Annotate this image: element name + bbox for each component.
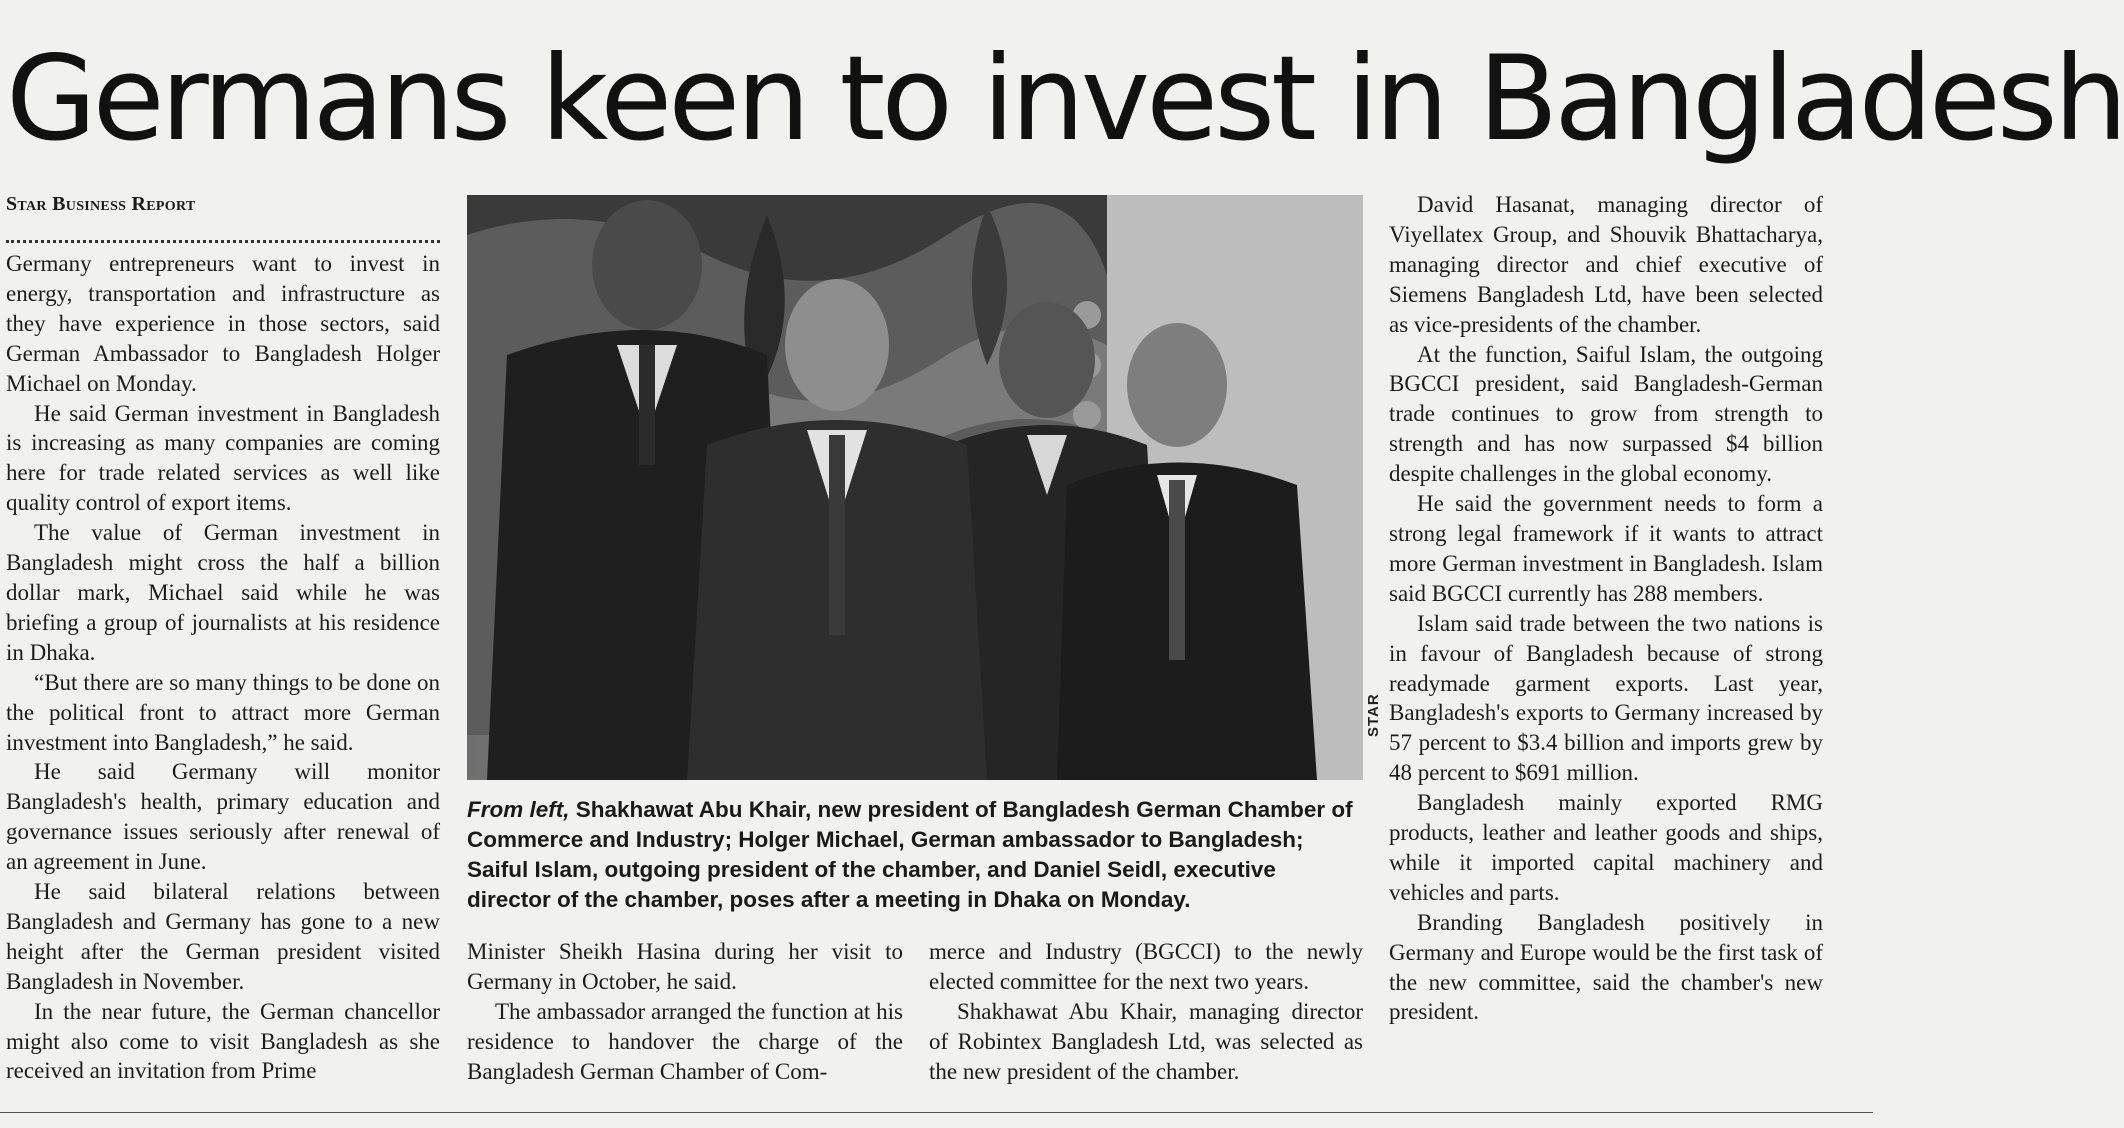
- paragraph: “But there are so many things to be done on the political front to attract more German investment into Bangladesh,” he said.: [6, 669, 440, 755]
- paragraph: He said the government needs to form a strong legal framework if it wants to attract more German investment in Bangladesh. Islam said BGCCI currently has 288 members.: [1389, 491, 1823, 606]
- article-column-4: [1389, 190, 1823, 1027]
- article-column-3: [929, 937, 1363, 1087]
- paragraph: He said German investment in Bangladesh is increasing as many companies are coming here for trade related services as well like quality control of export items.: [6, 400, 440, 516]
- headline: Germans keen to invest in Bangladesh: [6, 30, 2124, 167]
- paragraph: The value of German investment in Bangladesh might cross the half a billion dollar mark, Michael said while he was briefing a group of journalists at his residence in Dhaka.: [6, 520, 440, 665]
- caption-lead: From left,: [467, 797, 570, 822]
- paragraph: He said bilateral relations between Bangladesh and Germany has gone to a new height after the German president visited Bangladesh in November.: [6, 879, 440, 994]
- news-photo: [467, 195, 1363, 780]
- photo-caption: [467, 795, 1363, 915]
- paragraph: At the function, Saiful Islam, the outgoing BGCCI president, said Bangladesh-German trade continues to grow from strength to strength and has now surpassed $4 billion despite challenges in the global economy.: [1389, 341, 1823, 487]
- photo-illustration: [467, 195, 1363, 780]
- byline: Star Business Report: [6, 193, 196, 215]
- article-column-1: [6, 249, 440, 1086]
- paragraph: Germany entrepreneurs want to invest in energy, transportation and infrastructure as they have experience in those sectors, said German Ambassador to Bangladesh Holger Michael on Monday.: [6, 251, 440, 396]
- paragraph: Branding Bangladesh positively in Germany and Europe would be the first task of the new committee, said the chamber's new president.: [1389, 909, 1823, 1025]
- photo-credit: STAR: [1365, 693, 1382, 737]
- paragraph: In the near future, the German chancellor might also come to visit Bangladesh as she received an invitation from Prime: [6, 998, 440, 1084]
- paragraph: David Hasanat, managing director of Viyellatex Group, and Shouvik Bhattacharya, managing director and chief executive of Siemens Bangladesh Ltd, have been selected as vice-presidents of the chamber.: [1389, 192, 1823, 337]
- paragraph: merce and Industry (BGCCI) to the newly elected committee for the next two years.: [929, 939, 1363, 994]
- caption-text: Shakhawat Abu Khair, new president of Bangladesh German Chamber of Commerce and Industry; Holger Michael, German ambassador to Bangladesh; Saiful Islam, outgoing president of the chamber, and Daniel Seidl, executive director of the chamber, poses after a meeting in Dhaka on Monday.: [467, 797, 1353, 912]
- paragraph: Shakhawat Abu Khair, managing director of Robintex Bangladesh Ltd, was selected as the new president of the chamber.: [929, 998, 1363, 1084]
- bottom-rule: [0, 1112, 1873, 1113]
- byline-divider: [6, 240, 440, 243]
- paragraph: The ambassador arranged the function at his residence to handover the charge of the Bangladesh German Chamber of Com-: [467, 998, 903, 1084]
- article-column-2: [467, 937, 903, 1087]
- paragraph: Bangladesh mainly exported RMG products, leather and leather goods and ships, while it imported capital machinery and vehicles and parts.: [1389, 790, 1823, 905]
- paragraph: Islam said trade between the two nations is in favour of Bangladesh because of strong readymade garment exports. Last year, Bangladesh's exports to Germany increased by 57 percent to $3.4 billion and imports grew by 48 percent to $691 million.: [1389, 610, 1823, 786]
- paragraph: He said Germany will monitor Bangladesh's health, primary education and governance issues seriously after renewal of an agreement in June.: [6, 759, 440, 875]
- paragraph: Minister Sheikh Hasina during her visit to Germany in October, he said.: [467, 939, 903, 994]
